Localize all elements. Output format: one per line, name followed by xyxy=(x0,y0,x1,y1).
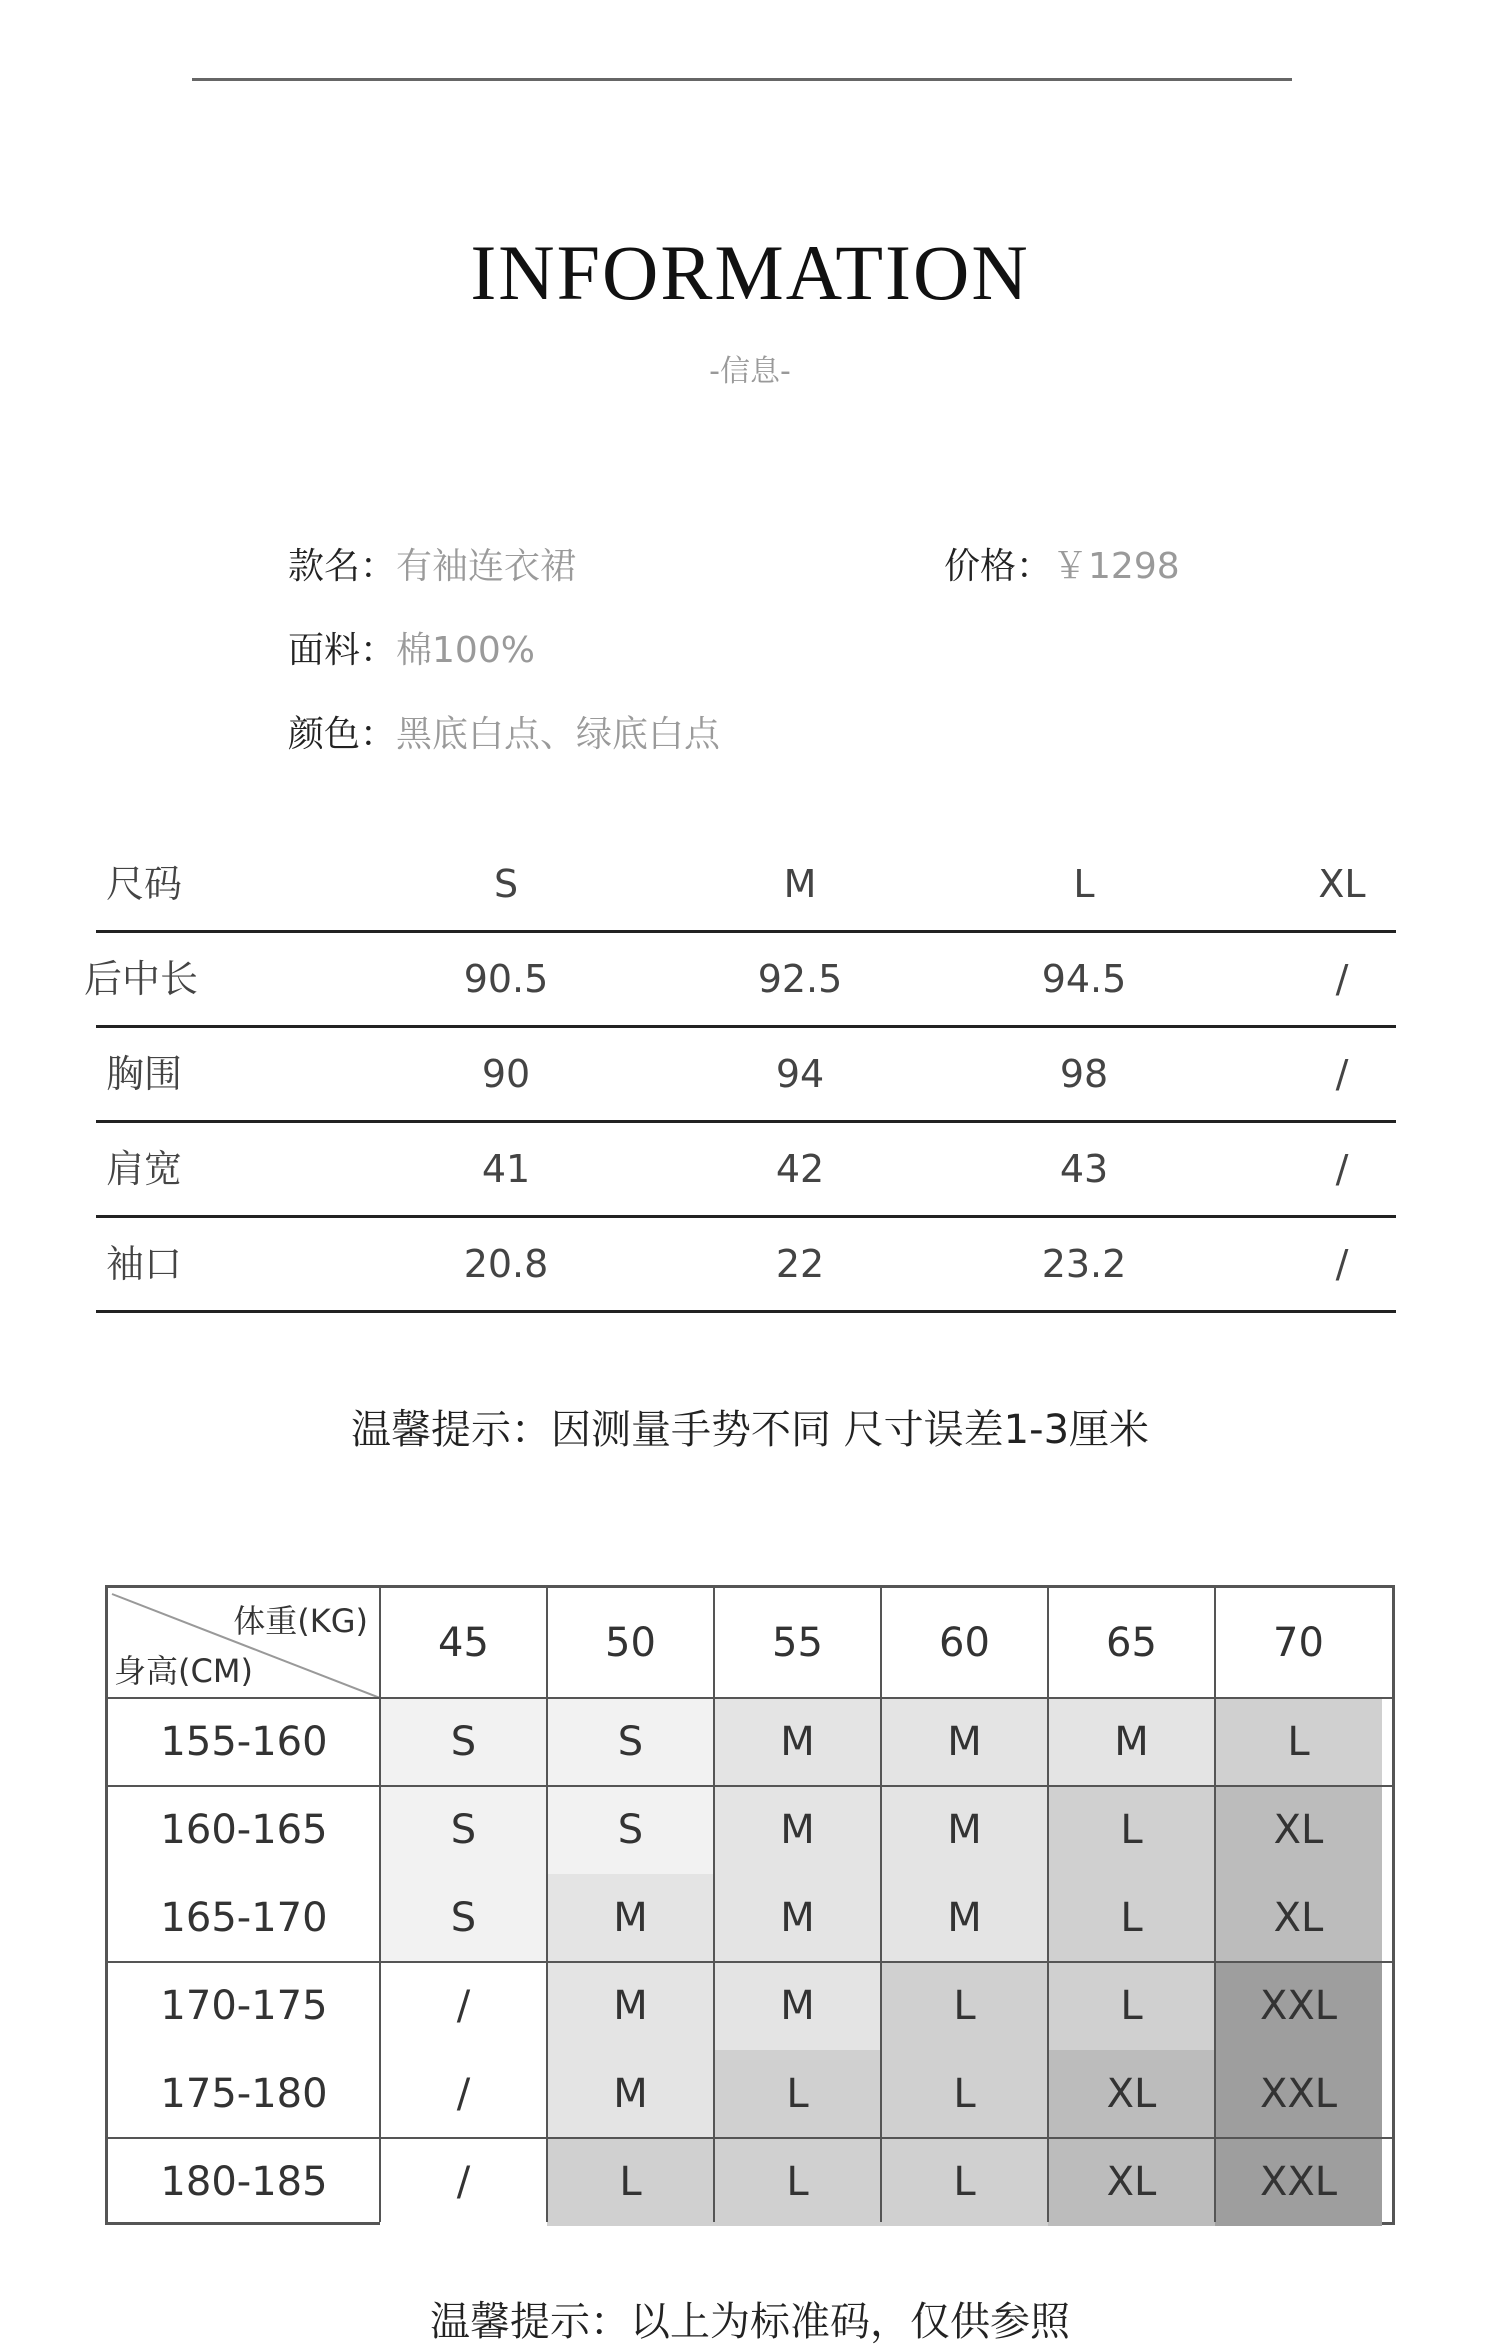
info-name-value: 有袖连衣裙 xyxy=(396,546,577,587)
size-recommendation-cell: XXL xyxy=(1215,2050,1382,2138)
size-recommendation-cell: XL xyxy=(1215,1874,1382,1962)
size-recommendation-cell: M xyxy=(881,1874,1048,1962)
info-color-label: 颜色： xyxy=(288,714,397,755)
size-cell: 94.5 xyxy=(1041,957,1127,1001)
size-cell: 92.5 xyxy=(757,957,843,1001)
grid-vertical-line xyxy=(713,1588,715,2222)
height-row-label: 155-160 xyxy=(160,1719,328,1765)
size-recommendation-cell: M xyxy=(714,1698,881,1786)
size-recommendation-cell: L xyxy=(1215,1698,1382,1786)
size-header-label: 尺码 xyxy=(106,862,183,906)
grid-vertical-line xyxy=(1047,1588,1049,2222)
standard-size-tip: 温馨提示：以上为标准码，仅供参照 xyxy=(430,2299,1070,2345)
size-cell: 98 xyxy=(1059,1052,1109,1096)
size-header-xl: XL xyxy=(1318,862,1366,906)
size-row-label: 肩宽 xyxy=(106,1147,183,1191)
grid-horizontal-line xyxy=(108,1961,1392,1963)
size-recommendation-cell: M xyxy=(1048,1698,1215,1786)
size-recommendation-grid xyxy=(105,1585,1395,2225)
size-cell: / xyxy=(1335,957,1349,1001)
size-cell: 42 xyxy=(775,1147,825,1191)
height-row-label: 165-170 xyxy=(160,1895,328,1941)
info-color-value: 黑底白点、绿底白点 xyxy=(396,714,721,755)
size-recommendation-cell: / xyxy=(380,2050,547,2138)
size-cell: 23.2 xyxy=(1041,1242,1127,1286)
size-table xyxy=(84,838,1396,1313)
size-cell: / xyxy=(1335,1242,1349,1286)
size-row-label: 胸围 xyxy=(106,1052,183,1096)
info-price-value: ￥1298 xyxy=(1052,546,1180,587)
size-recommendation-cell: M xyxy=(714,1962,881,2050)
height-row-label: 160-165 xyxy=(160,1807,328,1853)
grid-vertical-line xyxy=(379,1588,381,2222)
size-recommendation-cell: L xyxy=(1048,1962,1215,2050)
weight-header: 55 xyxy=(772,1620,823,1666)
size-recommendation-cell: L xyxy=(881,1962,1048,2050)
size-recommendation-cell: XXL xyxy=(1215,1962,1382,2050)
size-recommendation-cell: XXL xyxy=(1215,2138,1382,2226)
info-color xyxy=(288,706,720,757)
height-axis-label: 身高(CM) xyxy=(114,1652,253,1690)
grid-horizontal-line xyxy=(108,2137,1392,2139)
size-recommendation-cell: M xyxy=(547,1962,714,2050)
size-row-label: 后中长 xyxy=(84,957,199,1001)
size-recommendation-cell: S xyxy=(380,1698,547,1786)
size-cell: 43 xyxy=(1059,1147,1109,1191)
size-recommendation-cell: L xyxy=(714,2050,881,2138)
size-recommendation-cell: / xyxy=(380,1962,547,2050)
size-recommendation-cell: M xyxy=(881,1786,1048,1874)
size-recommendation-cell: S xyxy=(380,1786,547,1874)
page-title: INFORMATION xyxy=(470,229,1030,316)
info-fabric-label: 面料： xyxy=(288,630,397,671)
height-row-label: 175-180 xyxy=(160,2071,328,2117)
size-cell: 22 xyxy=(775,1242,825,1286)
size-recommendation-cell: / xyxy=(380,2138,547,2226)
size-table-row xyxy=(96,1028,1396,1123)
size-cell: / xyxy=(1335,1147,1349,1191)
page-subtitle: -信息- xyxy=(709,354,791,389)
weight-header: 50 xyxy=(605,1620,656,1666)
size-cell: 41 xyxy=(481,1147,531,1191)
size-recommendation-cell: S xyxy=(547,1698,714,1786)
size-cell: 20.8 xyxy=(463,1242,549,1286)
size-recommendation-cell: L xyxy=(1048,1786,1215,1874)
size-row-label: 袖口 xyxy=(106,1242,183,1286)
weight-header: 70 xyxy=(1273,1620,1324,1666)
size-table-row xyxy=(96,1218,1396,1313)
size-recommendation-cell: XL xyxy=(1048,2050,1215,2138)
size-recommendation-cell: L xyxy=(881,2138,1048,2226)
grid-horizontal-line xyxy=(108,1697,1392,1699)
size-header-m: M xyxy=(783,862,817,906)
size-recommendation-cell: M xyxy=(881,1698,1048,1786)
grid-vertical-line xyxy=(546,1588,548,2222)
grid-corner-header xyxy=(108,1588,380,1698)
top-divider xyxy=(192,78,1292,81)
info-fabric-value: 棉100% xyxy=(396,630,535,671)
size-recommendation-cell: M xyxy=(547,1874,714,1962)
weight-axis-label: 体重(KG) xyxy=(233,1602,368,1640)
weight-header: 60 xyxy=(939,1620,990,1666)
info-price-label: 价格： xyxy=(944,546,1053,587)
size-recommendation-cell: M xyxy=(714,1786,881,1874)
size-recommendation-cell: XL xyxy=(1048,2138,1215,2226)
size-recommendation-cell: L xyxy=(547,2138,714,2226)
info-name-label: 款名： xyxy=(288,546,397,587)
size-recommendation-cell: L xyxy=(881,2050,1048,2138)
size-table-row xyxy=(96,1123,1396,1218)
grid-vertical-line xyxy=(880,1588,882,2222)
size-header-s: S xyxy=(493,862,519,906)
size-cell: 94 xyxy=(775,1052,825,1096)
size-cell: 90 xyxy=(481,1052,531,1096)
size-cell: / xyxy=(1335,1052,1349,1096)
weight-header: 45 xyxy=(438,1620,489,1666)
height-row-label: 180-185 xyxy=(160,2159,328,2205)
size-recommendation-cell: L xyxy=(714,2138,881,2226)
grid-vertical-line xyxy=(1214,1588,1216,2222)
size-recommendation-cell: M xyxy=(547,2050,714,2138)
size-table-header xyxy=(96,838,1396,933)
size-recommendation-cell: L xyxy=(1048,1874,1215,1962)
size-table-row xyxy=(84,933,1396,1028)
size-recommendation-cell: S xyxy=(547,1786,714,1874)
info-name xyxy=(288,538,576,589)
weight-header: 65 xyxy=(1106,1620,1157,1666)
size-recommendation-cell: S xyxy=(380,1874,547,1962)
info-price xyxy=(944,538,1180,589)
height-row-label: 170-175 xyxy=(160,1983,328,2029)
size-header-l: L xyxy=(1073,862,1095,906)
grid-horizontal-line xyxy=(108,1785,1392,1787)
size-recommendation-cell: XL xyxy=(1215,1786,1382,1874)
size-cell: 90.5 xyxy=(463,957,549,1001)
info-fabric xyxy=(288,622,535,673)
size-recommendation-cell: M xyxy=(714,1874,881,1962)
measurement-tip: 温馨提示：因测量手势不同 尺寸误差1-3厘米 xyxy=(350,1407,1150,1453)
